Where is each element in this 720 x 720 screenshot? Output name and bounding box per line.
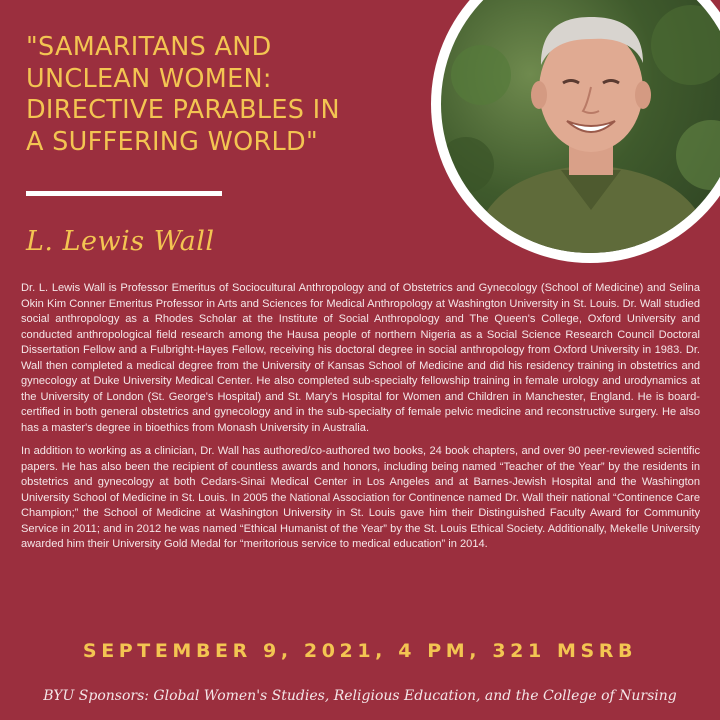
title-divider (26, 191, 222, 196)
speaker-photo-frame (431, 0, 720, 263)
speaker-biography (21, 281, 700, 561)
speaker-name: L. Lewis Wall (26, 226, 215, 257)
bio-paragraph: In addition to working as a clinician, Dr. Wall has authored/co-authored two books, 24 book chapters, and over 90 peer-reviewed scientific papers. He has also been the recipient of countless awards and honors, including being named “Teacher of the Year” by the residents in obstetrics and gynecology at both Cedars-Sinai Medical Center in Los Angeles and at Barnes-Jewish Hospital and the Washington University School of Medicine in St. Louis. In 2005 the National Association for Continence named Dr. Wall their national “Continence Care Champion;” the School of Medicine at Washington University in St. Louis gave him their Distinguished Faculty Award for Community Service in 2011; and in 2012 he was named “Ethical Humanist of the Year” by the St. Louis Ethical Society. Additionally, Mekelle University awarded him their University Gold Medal for “meritorious service to medical education” in 2014. (21, 445, 700, 550)
event-title: "SAMARITANS AND UNCLEAN WOMEN: DIRECTIVE PARABLES IN A SUFFERING WORLD" (26, 32, 340, 157)
speaker-photo (441, 0, 720, 253)
event-date-location: SEPTEMBER 9, 2021, 4 PM, 321 MSRB (82, 640, 638, 662)
speaker-portrait-illustration (441, 0, 720, 253)
bio-paragraph: Dr. L. Lewis Wall is Professor Emeritus of Sociocultural Anthropology and of Obstetrics and Gynecology (School of Medicine) and Selina Okin Kim Conner Emeritus Professor in Arts and Sciences for Medical Anthropology at Washington University in St. Louis. Dr. Wall studied social anthropology as a Rhodes Scholar at the Institute of Social Anthropology and The Queen's College, Oxford University and conducted anthropological field research among the Hausa people of northern Nigeria as a Social Science Research Council Doctoral Dissertation Fellow and a Fulbright-Hayes Fellow, receiving his doctoral degree in social anthropology from Oxford University in 1983. Dr. Wall then completed a medical degree from the University of Kansas School of Medicine and did his residency training in obstetrics and gynecology at Duke University Medical Center. He also completed sub-specialty fellowship training in female urology and urodynamics at the University of London (St. George's Hospital) and St. Mary's Hospital for Women and Children in Manchester, England. He is board-certified in both general obstetrics and gynecology and in the sub-specialty of female pelvic medicine and reconstructive surgery. He also has a master's degree in bioethics from Monash University in Australia. (21, 282, 700, 434)
event-sponsors: BYU Sponsors: Global Women's Studies, Religious Education, and the College of Nursing (43, 688, 677, 704)
